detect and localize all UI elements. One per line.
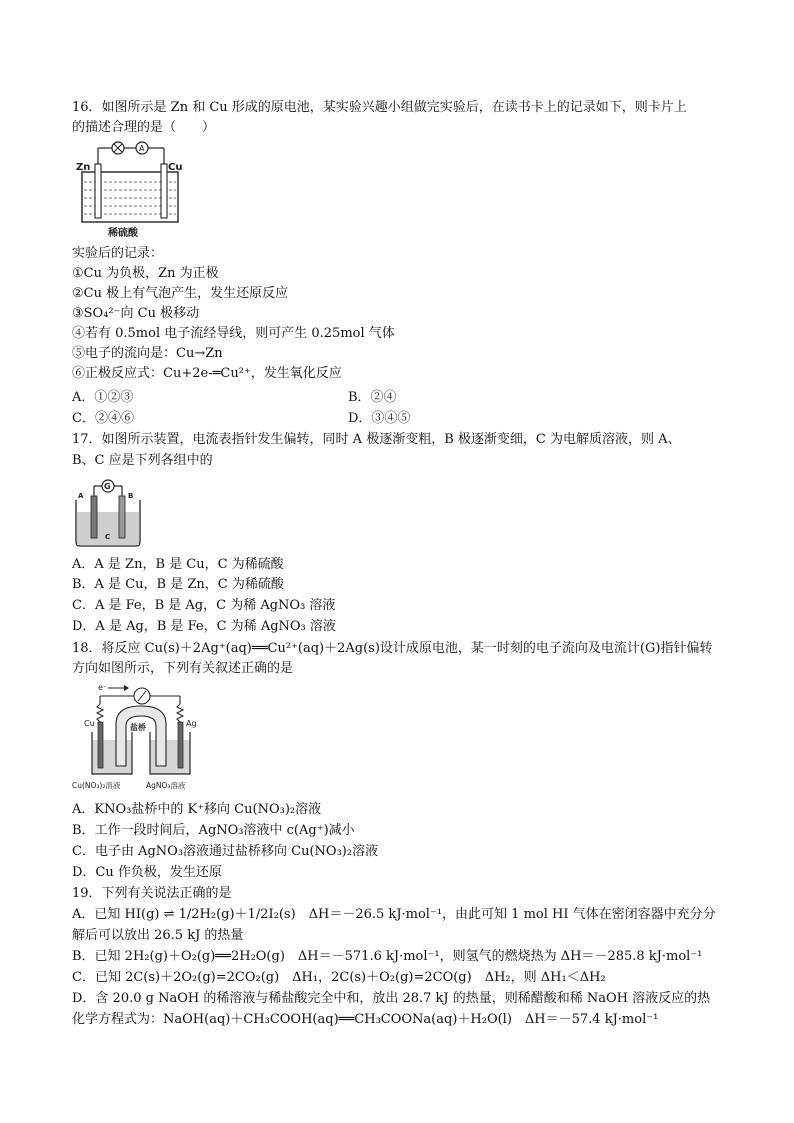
q19-option-d-line1[interactable]: D．含 20.0 g NaOH 的稀溶液与稀盐酸完全中和，放出 28.7 kJ 的热量，则稀醋酸和稀 NaOH 溶液反应的热 — [72, 991, 711, 1006]
q18-stem-line1: 18．将反应 Cu(s)＋2Ag⁺(aq)══Cu²⁺(aq)＋2Ag(s)设计成原电池，某一时刻的电子流向及电流计(G)指针偏转 — [72, 641, 713, 656]
q16-option-d[interactable]: D．③④⑤ — [348, 411, 411, 426]
q16-zn-label: Zn — [76, 162, 91, 173]
q17-electrode-b-label: B — [128, 492, 134, 500]
q18-option-a[interactable]: A．KNO₃盐桥中的 K⁺移向 Cu(NO₃)₂溶液 — [72, 802, 322, 817]
q16-stem-line1: 16．如图所示是 Zn 和 Cu 形成的原电池，某实验兴趣小组做完实验后，在读书卡上的记录如下，则卡片上 — [72, 100, 687, 115]
q18-salt-bridge-cell-figure — [72, 680, 206, 794]
q18-option-c[interactable]: C．电子由 AgNO₃溶液通过盐桥移向 Cu(NO₃)₂溶液 — [72, 844, 379, 859]
q16-record-1: ①Cu 为负极，Zn 为正极 — [72, 266, 219, 281]
q19-option-b[interactable]: B．已知 2H₂(g)＋O₂(g)══2H₂O(g) ΔH＝－571.6 kJ·mol⁻¹，则氢气的燃烧热为 ΔH＝－285.8 kJ·mol⁻¹ — [72, 949, 703, 964]
q16-record-5: ⑤电子的流向是：Cu→Zn — [72, 346, 223, 361]
q16-option-c[interactable]: C．②④⑥ — [72, 411, 134, 426]
q17-option-b[interactable]: B．A 是 Cu，B 是 Zn，C 为稀硫酸 — [72, 577, 284, 592]
q16-record-2: ②Cu 极上有气泡产生，发生还原反应 — [72, 286, 289, 301]
q17-stem-line1: 17．如图所示装置，电流表指针发生偏转，同时 A 极逐渐变粗，B 极逐渐变细，C 为电解质溶液，则 A、 — [72, 432, 681, 447]
q18-ag-label: Ag — [186, 719, 197, 728]
q18-option-b[interactable]: B．工作一段时间后，AgNO₃溶液中 c(Ag⁺)减小 — [72, 823, 355, 838]
q17-electrode-a-label: A — [78, 492, 84, 500]
q18-electron-label: e⁻ — [98, 683, 108, 692]
q16-cu-label: Cu — [168, 162, 183, 173]
q17-option-a[interactable]: A．A 是 Zn，B 是 Cu，C 为稀硫酸 — [72, 557, 284, 572]
q18-cu-label: Cu — [84, 719, 95, 728]
q19-option-a-line1[interactable]: A．已知 HI(g) ⇌ 1/2H₂(g)＋1/2I₂(s) ΔH＝－26.5 kJ·mol⁻¹，由此可知 1 mol HI 气体在密闭容器中充分分 — [72, 907, 716, 922]
q16-record-4: ④若有 0.5mol 电子流经导线，则可产生 0.25mol 气体 — [72, 326, 395, 341]
q16-stem-line2: 的描述合理的是（ ） — [72, 120, 216, 135]
q16-galvanic-cell-figure — [72, 140, 192, 240]
q18-salt-bridge-label: 盐桥 — [130, 723, 146, 732]
q16-record-6: ⑥正极反应式：Cu+2e-═Cu²⁺，发生氧化反应 — [72, 366, 342, 381]
q18-option-d[interactable]: D．Cu 作负极，发生还原 — [72, 865, 222, 880]
q16-record-title: 实验后的记录： — [72, 246, 164, 261]
q17-option-d[interactable]: D．A 是 Ag，B 是 Fe，C 为稀 AgNO₃ 溶液 — [72, 619, 336, 634]
q17-galvanometer-label: G — [104, 482, 111, 491]
q17-stem-line2: B、C 应是下列各组中的 — [72, 453, 213, 468]
svg-text:A: A — [139, 144, 145, 153]
q16-option-b[interactable]: B．②④ — [348, 390, 397, 405]
q16-electrolyte-caption: 稀硫酸 — [108, 228, 138, 239]
q17-electrolyte-label: C — [105, 533, 111, 541]
q17-option-c[interactable]: C．A 是 Fe，B 是 Ag，C 为稀 AgNO₃ 溶液 — [72, 598, 336, 613]
q18-right-solution-label: AgNO₃溶液 — [146, 781, 186, 790]
q19-stem: 19．下列有关说法正确的是 — [72, 886, 232, 901]
q19-option-a-line2: 解后可以放出 26.5 kJ 的热量 — [72, 928, 244, 943]
q16-option-a[interactable]: A．①②③ — [72, 390, 134, 405]
q18-left-solution-label: Cu(NO₃)₂溶液 — [72, 781, 121, 790]
q18-stem-line2: 方向如图所示，下列有关叙述正确的是 — [72, 661, 294, 676]
q19-option-c[interactable]: C．已知 2C(s)＋2O₂(g)=2CO₂(g) ΔH₁，2C(s)＋O₂(g)=2CO(g) ΔH₂，则 ΔH₁＜ΔH₂ — [72, 970, 606, 985]
q16-record-3: ③SO₄²⁻向 Cu 极移动 — [72, 306, 200, 321]
q17-cell-figure — [72, 476, 142, 548]
q19-option-d-line2: 化学方程式为：NaOH(aq)＋CH₃COOH(aq)══CH₃COONa(aq)＋H₂O(l) ΔH＝－57.4 kJ·mol⁻¹ — [72, 1012, 659, 1027]
